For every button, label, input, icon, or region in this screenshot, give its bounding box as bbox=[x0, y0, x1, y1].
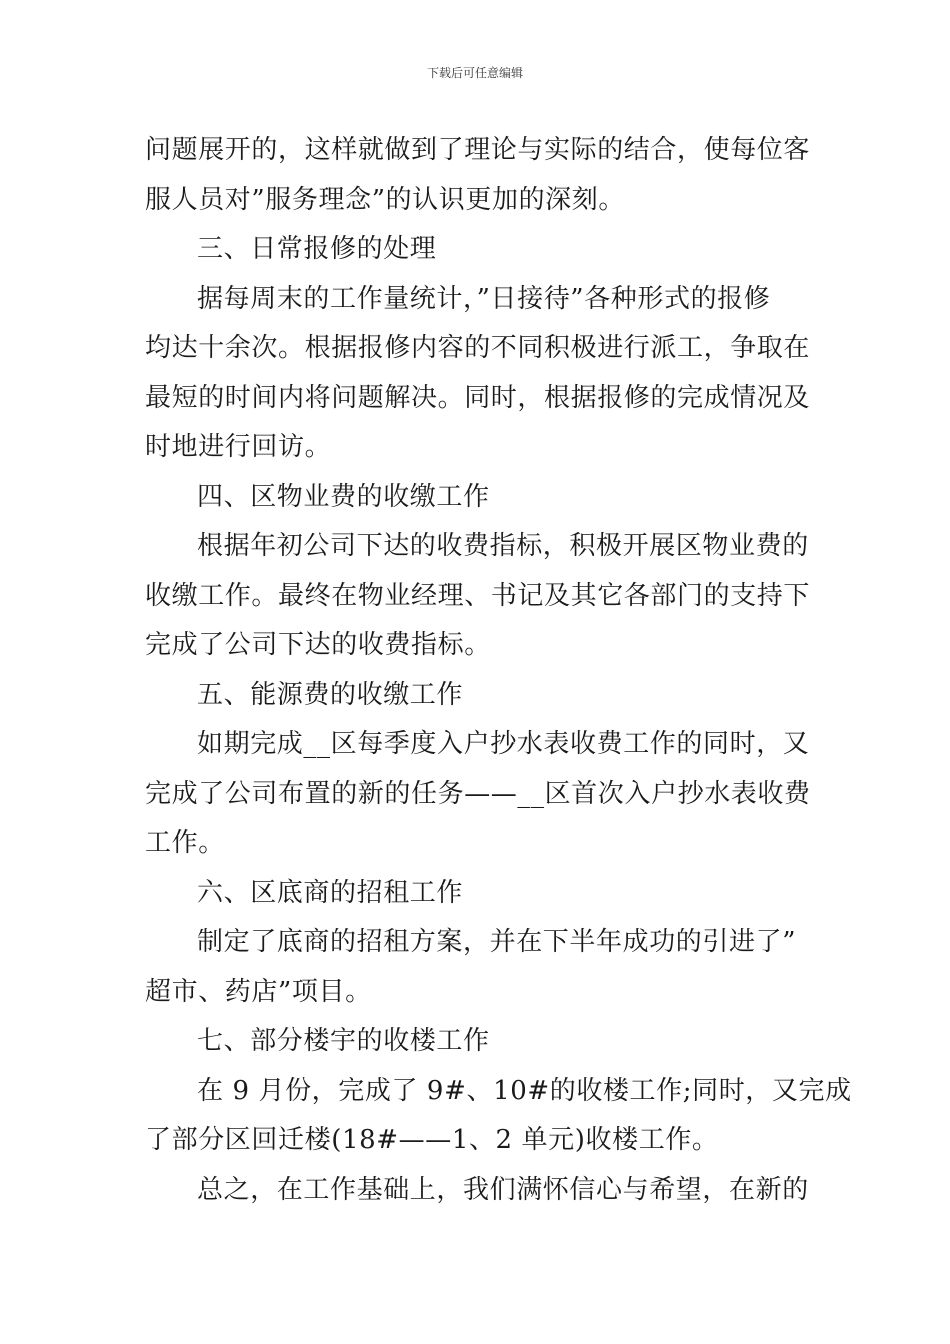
document-body bbox=[145, 126, 852, 1215]
text-line: 据每周末的工作量统计，”日接待”各种形式的报修 bbox=[197, 283, 771, 314]
text-line: 均达十余次。根据报修内容的不同积极进行派工，争取在 bbox=[145, 333, 811, 363]
text-line: 七、部分楼宇的收楼工作 bbox=[197, 1026, 490, 1056]
text-line: 三、日常报修的处理 bbox=[197, 234, 437, 264]
text-line: 问题展开的，这样就做到了理论与实际的结合，使每位客 bbox=[145, 135, 811, 165]
text-line: 四、区物业费的收缴工作 bbox=[197, 481, 490, 512]
text-line: 服人员对”服务理念”的认识更加的深刻。 bbox=[145, 184, 625, 215]
text-line: 时地进行回访。 bbox=[145, 432, 332, 462]
text-line: 根据年初公司下达的收费指标，积极开展区物业费的 bbox=[197, 531, 809, 561]
text-line: 如期完成__区每季度入户抄水表收费工作的同时，又 bbox=[197, 729, 810, 759]
text-line: 在 9 月份，完成了 9#、10#的收楼工作;同时，又完成 bbox=[197, 1075, 852, 1106]
text-line: 超市、药店”项目。 bbox=[145, 976, 372, 1007]
page-header: 下载后可任意编辑 bbox=[426, 66, 523, 80]
text-line: 完成了公司下达的收费指标。 bbox=[145, 630, 491, 660]
text-line: 工作。 bbox=[145, 828, 225, 858]
text-line: 制定了底商的招租方案，并在下半年成功的引进了” bbox=[197, 927, 797, 957]
text-line: 最短的时间内将问题解决。同时，根据报修的完成情况及 bbox=[145, 382, 811, 413]
text-line: 总之，在工作基础上，我们满怀信心与希望，在新的 bbox=[197, 1174, 809, 1205]
text-line: 五、能源费的收缴工作 bbox=[197, 679, 464, 710]
text-line: 了部分区回迁楼(18#——1、2 单元)收楼工作。 bbox=[145, 1125, 719, 1155]
text-line: 六、区底商的招租工作 bbox=[197, 877, 464, 908]
text-line: 完成了公司布置的新的任务——__区首次入户抄水表收费 bbox=[145, 778, 811, 809]
text-line: 收缴工作。最终在物业经理、书记及其它各部门的支持下 bbox=[145, 580, 811, 611]
